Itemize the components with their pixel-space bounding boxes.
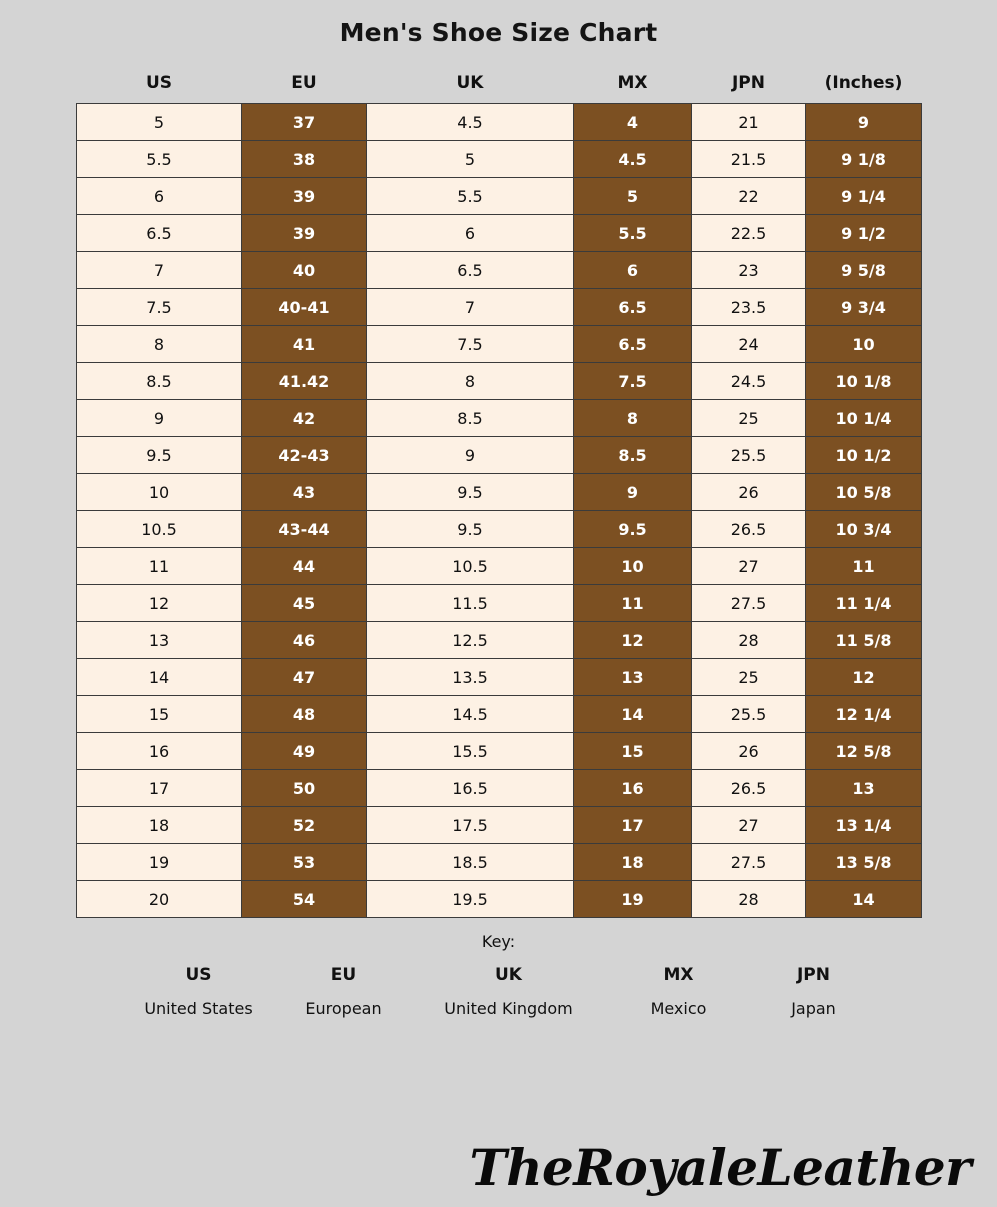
key-full-uk: United Kingdom bbox=[444, 999, 573, 1018]
cell-eu: 45 bbox=[242, 585, 367, 622]
cell-eu: 37 bbox=[242, 104, 367, 141]
cell-us: 10.5 bbox=[77, 511, 242, 548]
size-chart-table bbox=[76, 67, 922, 918]
cell-inches: 13 bbox=[806, 770, 922, 807]
cell-eu: 50 bbox=[242, 770, 367, 807]
key-legend-table bbox=[119, 957, 879, 1022]
cell-jpn: 21 bbox=[692, 104, 806, 141]
key-abbr-uk: UK bbox=[495, 965, 522, 985]
table-row bbox=[77, 807, 922, 844]
cell-us: 12 bbox=[77, 585, 242, 622]
cell-us: 20 bbox=[77, 881, 242, 918]
cell-uk: 11.5 bbox=[367, 585, 574, 622]
cell-eu: 39 bbox=[242, 215, 367, 252]
column-header-us: US bbox=[145, 73, 173, 93]
cell-jpn: 25 bbox=[692, 659, 806, 696]
cell-uk: 15.5 bbox=[367, 733, 574, 770]
cell-us: 11 bbox=[77, 548, 242, 585]
cell-jpn: 26.5 bbox=[692, 770, 806, 807]
cell-jpn: 23 bbox=[692, 252, 806, 289]
cell-uk: 9.5 bbox=[367, 474, 574, 511]
cell-us: 8.5 bbox=[77, 363, 242, 400]
cell-eu: 47 bbox=[242, 659, 367, 696]
cell-uk: 19.5 bbox=[367, 881, 574, 918]
table-row bbox=[77, 881, 922, 918]
key-fullname-row bbox=[119, 989, 879, 1022]
cell-uk: 9.5 bbox=[367, 511, 574, 548]
cell-jpn: 22.5 bbox=[692, 215, 806, 252]
cell-mx: 4.5 bbox=[574, 141, 692, 178]
cell-inches: 10 1/4 bbox=[806, 400, 922, 437]
cell-uk: 9 bbox=[367, 437, 574, 474]
cell-uk: 5.5 bbox=[367, 178, 574, 215]
table-row bbox=[77, 585, 922, 622]
cell-us: 10 bbox=[77, 474, 242, 511]
cell-uk: 14.5 bbox=[367, 696, 574, 733]
table-row bbox=[77, 400, 922, 437]
cell-jpn: 23.5 bbox=[692, 289, 806, 326]
cell-eu: 43 bbox=[242, 474, 367, 511]
cell-eu: 39 bbox=[242, 178, 367, 215]
column-header-uk: UK bbox=[456, 73, 484, 93]
cell-mx: 5 bbox=[574, 178, 692, 215]
cell-inches: 14 bbox=[806, 881, 922, 918]
table-row bbox=[77, 178, 922, 215]
table-row bbox=[77, 104, 922, 141]
cell-inches: 10 5/8 bbox=[806, 474, 922, 511]
cell-eu: 54 bbox=[242, 881, 367, 918]
page-title: Men's Shoe Size Chart bbox=[339, 18, 658, 47]
cell-jpn: 21.5 bbox=[692, 141, 806, 178]
cell-mx: 6.5 bbox=[574, 289, 692, 326]
table-row bbox=[77, 141, 922, 178]
cell-us: 15 bbox=[77, 696, 242, 733]
cell-us: 6 bbox=[77, 178, 242, 215]
cell-eu: 42-43 bbox=[242, 437, 367, 474]
cell-eu: 40-41 bbox=[242, 289, 367, 326]
cell-inches: 11 bbox=[806, 548, 922, 585]
cell-eu: 48 bbox=[242, 696, 367, 733]
cell-inches: 10 1/8 bbox=[806, 363, 922, 400]
cell-jpn: 24 bbox=[692, 326, 806, 363]
table-row bbox=[77, 844, 922, 881]
cell-inches: 9 bbox=[806, 104, 922, 141]
cell-inches: 12 1/4 bbox=[806, 696, 922, 733]
cell-mx: 10 bbox=[574, 548, 692, 585]
cell-eu: 52 bbox=[242, 807, 367, 844]
cell-mx: 9.5 bbox=[574, 511, 692, 548]
cell-inches: 12 5/8 bbox=[806, 733, 922, 770]
cell-inches: 11 5/8 bbox=[806, 622, 922, 659]
table-row bbox=[77, 252, 922, 289]
table-row bbox=[77, 733, 922, 770]
cell-jpn: 27 bbox=[692, 807, 806, 844]
column-header-jpn: JPN bbox=[731, 73, 765, 93]
key-abbr-jpn: JPN bbox=[796, 965, 830, 985]
cell-inches: 12 bbox=[806, 659, 922, 696]
cell-us: 13 bbox=[77, 622, 242, 659]
table-row bbox=[77, 622, 922, 659]
table-row bbox=[77, 474, 922, 511]
cell-us: 19 bbox=[77, 844, 242, 881]
key-abbreviation-row bbox=[119, 957, 879, 989]
cell-us: 16 bbox=[77, 733, 242, 770]
cell-us: 9 bbox=[77, 400, 242, 437]
cell-us: 5.5 bbox=[77, 141, 242, 178]
cell-eu: 53 bbox=[242, 844, 367, 881]
cell-us: 6.5 bbox=[77, 215, 242, 252]
cell-inches: 9 1/4 bbox=[806, 178, 922, 215]
cell-uk: 4.5 bbox=[367, 104, 574, 141]
cell-mx: 5.5 bbox=[574, 215, 692, 252]
cell-inches: 10 1/2 bbox=[806, 437, 922, 474]
cell-mx: 18 bbox=[574, 844, 692, 881]
cell-mx: 8.5 bbox=[574, 437, 692, 474]
cell-mx: 4 bbox=[574, 104, 692, 141]
key-abbr-mx: MX bbox=[663, 965, 694, 985]
cell-uk: 17.5 bbox=[367, 807, 574, 844]
cell-uk: 10.5 bbox=[367, 548, 574, 585]
cell-mx: 7.5 bbox=[574, 363, 692, 400]
table-row bbox=[77, 363, 922, 400]
cell-mx: 19 bbox=[574, 881, 692, 918]
cell-jpn: 26 bbox=[692, 733, 806, 770]
cell-eu: 42 bbox=[242, 400, 367, 437]
cell-uk: 13.5 bbox=[367, 659, 574, 696]
cell-inches: 13 1/4 bbox=[806, 807, 922, 844]
cell-jpn: 24.5 bbox=[692, 363, 806, 400]
cell-eu: 41 bbox=[242, 326, 367, 363]
cell-mx: 12 bbox=[574, 622, 692, 659]
key-full-mx: Mexico bbox=[650, 999, 707, 1018]
cell-jpn: 28 bbox=[692, 622, 806, 659]
cell-jpn: 27.5 bbox=[692, 844, 806, 881]
cell-inches: 10 3/4 bbox=[806, 511, 922, 548]
cell-mx: 11 bbox=[574, 585, 692, 622]
cell-us: 8 bbox=[77, 326, 242, 363]
cell-jpn: 27.5 bbox=[692, 585, 806, 622]
cell-mx: 17 bbox=[574, 807, 692, 844]
cell-eu: 41.42 bbox=[242, 363, 367, 400]
cell-jpn: 26.5 bbox=[692, 511, 806, 548]
table-row bbox=[77, 548, 922, 585]
cell-mx: 9 bbox=[574, 474, 692, 511]
cell-uk: 6.5 bbox=[367, 252, 574, 289]
cell-uk: 7 bbox=[367, 289, 574, 326]
table-body bbox=[77, 104, 922, 918]
cell-inches: 11 1/4 bbox=[806, 585, 922, 622]
cell-inches: 9 1/8 bbox=[806, 141, 922, 178]
cell-jpn: 28 bbox=[692, 881, 806, 918]
cell-mx: 6.5 bbox=[574, 326, 692, 363]
cell-mx: 15 bbox=[574, 733, 692, 770]
column-header-eu: EU bbox=[291, 73, 317, 93]
key-label: Key: bbox=[481, 932, 516, 951]
table-row bbox=[77, 437, 922, 474]
cell-jpn: 27 bbox=[692, 548, 806, 585]
cell-us: 9.5 bbox=[77, 437, 242, 474]
key-abbr-eu: EU bbox=[330, 965, 357, 985]
cell-jpn: 25.5 bbox=[692, 437, 806, 474]
cell-us: 7.5 bbox=[77, 289, 242, 326]
cell-eu: 43-44 bbox=[242, 511, 367, 548]
cell-uk: 5 bbox=[367, 141, 574, 178]
table-row bbox=[77, 511, 922, 548]
cell-us: 18 bbox=[77, 807, 242, 844]
cell-uk: 7.5 bbox=[367, 326, 574, 363]
cell-uk: 8.5 bbox=[367, 400, 574, 437]
column-header-mx: MX bbox=[617, 73, 648, 93]
table-row bbox=[77, 289, 922, 326]
cell-mx: 6 bbox=[574, 252, 692, 289]
cell-inches: 10 bbox=[806, 326, 922, 363]
table-header bbox=[77, 67, 922, 104]
key-abbr-us: US bbox=[185, 965, 212, 985]
cell-inches: 9 5/8 bbox=[806, 252, 922, 289]
cell-inches: 13 5/8 bbox=[806, 844, 922, 881]
cell-mx: 14 bbox=[574, 696, 692, 733]
size-chart-table-wrapper bbox=[76, 67, 921, 918]
cell-mx: 8 bbox=[574, 400, 692, 437]
table-row bbox=[77, 215, 922, 252]
cell-eu: 40 bbox=[242, 252, 367, 289]
table-header-row bbox=[77, 67, 922, 104]
key-full-jpn: Japan bbox=[791, 999, 836, 1018]
cell-eu: 44 bbox=[242, 548, 367, 585]
cell-us: 7 bbox=[77, 252, 242, 289]
cell-inches: 9 1/2 bbox=[806, 215, 922, 252]
cell-us: 17 bbox=[77, 770, 242, 807]
cell-jpn: 25.5 bbox=[692, 696, 806, 733]
table-row bbox=[77, 326, 922, 363]
key-full-us: United States bbox=[144, 999, 253, 1018]
cell-inches: 9 3/4 bbox=[806, 289, 922, 326]
cell-jpn: 25 bbox=[692, 400, 806, 437]
cell-eu: 46 bbox=[242, 622, 367, 659]
cell-uk: 18.5 bbox=[367, 844, 574, 881]
cell-jpn: 22 bbox=[692, 178, 806, 215]
cell-us: 14 bbox=[77, 659, 242, 696]
cell-mx: 16 bbox=[574, 770, 692, 807]
brand-wordmark: TheRoyaleLeather bbox=[469, 1138, 971, 1197]
cell-eu: 49 bbox=[242, 733, 367, 770]
column-header-inches: (Inches) bbox=[824, 73, 903, 93]
cell-uk: 12.5 bbox=[367, 622, 574, 659]
table-row bbox=[77, 770, 922, 807]
cell-mx: 13 bbox=[574, 659, 692, 696]
cell-uk: 6 bbox=[367, 215, 574, 252]
key-full-eu: European bbox=[305, 999, 382, 1018]
cell-eu: 38 bbox=[242, 141, 367, 178]
table-row bbox=[77, 696, 922, 733]
cell-uk: 8 bbox=[367, 363, 574, 400]
table-row bbox=[77, 659, 922, 696]
cell-jpn: 26 bbox=[692, 474, 806, 511]
cell-uk: 16.5 bbox=[367, 770, 574, 807]
cell-us: 5 bbox=[77, 104, 242, 141]
